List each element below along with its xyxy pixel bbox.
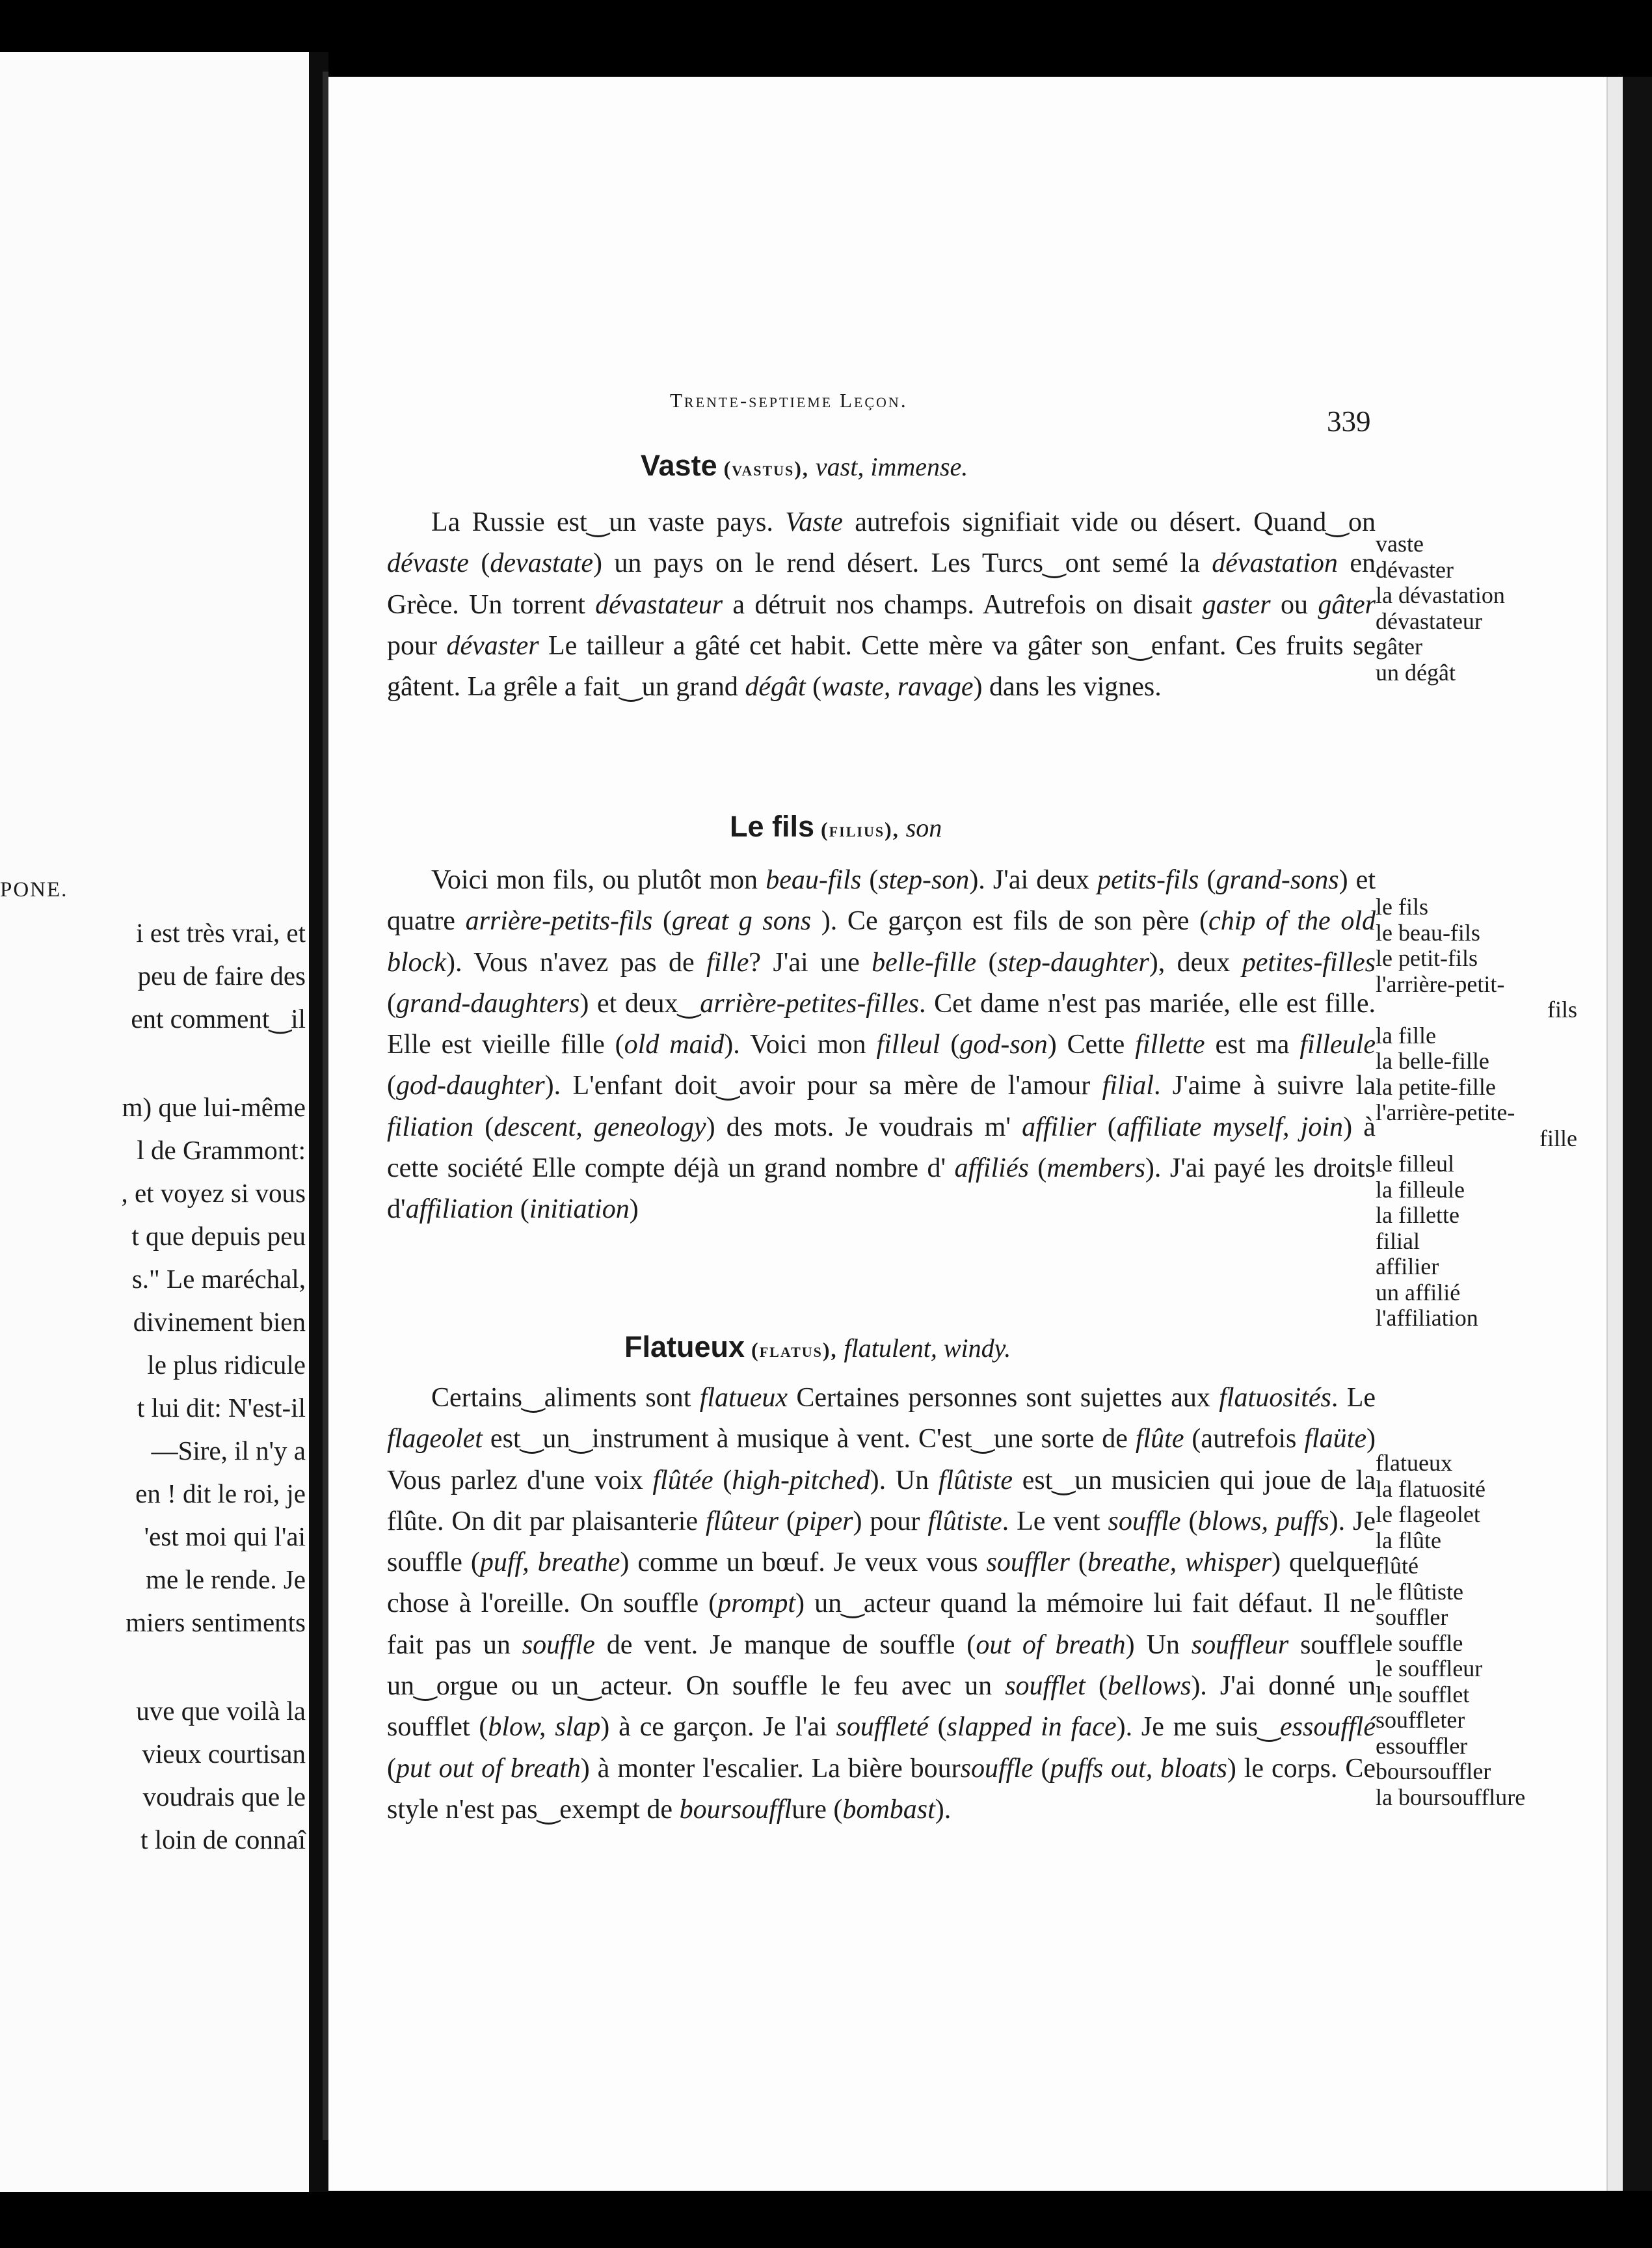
page-shadow — [1623, 77, 1652, 2191]
margin-entry: la petite-fille — [1376, 1073, 1496, 1100]
english-gloss: flatulent, windy. — [844, 1333, 1011, 1363]
left-text-line: peu de faire des — [137, 961, 306, 991]
margin-entry: le flageolet — [1376, 1501, 1480, 1527]
margin-entry: souffleter — [1376, 1707, 1465, 1733]
margin-entry: le souffle — [1376, 1629, 1463, 1656]
latin-root: (flatus), — [751, 1338, 838, 1361]
left-text-line: uve que voilà la — [136, 1696, 306, 1726]
running-head: Trente-septieme Leçon. — [670, 389, 908, 412]
margin-entry: l'arrière-petite- — [1376, 1099, 1515, 1125]
margin-entry: la dévastation — [1376, 582, 1505, 608]
left-text-line: voudrais que le — [142, 1782, 306, 1812]
margin-vocabulary — [1376, 894, 1597, 1331]
left-text-line: l de Grammont: — [137, 1135, 306, 1165]
left-page-heading: PONE. — [0, 878, 68, 902]
left-text-line: en ! dit le roi, je — [135, 1479, 306, 1508]
margin-entry: affilier — [1376, 1253, 1439, 1279]
margin-entry: souffler — [1376, 1604, 1448, 1630]
section-body-paragraph: Voici mon fils, ou plutôt mon beau-fils (step-son). J'ai deux petits-fils (grand-sons) et quatre arrière-petits-fils (great g sons ). Ce garçon est fils de son père (chip of the old block). Vous n'avez pas de fille? J'ai une belle-fille (step-daughter), deux petites-filles (grand-daughters) et deux‿arrière-petites-filles. Cet dame n'est pas mariée, elle est fille. Elle est vieille fille (old maid). Voici mon filleul (god-son) Cette fillette est ma filleule (god-daughter). L'enfant doit‿avoir pour sa mère de l'amour filial. J'aime à suivre la filiation (descent, geneology) des mots. Je voudrais m' affilier (affiliate myself, join) à cette société Elle compte déjà un grand nombre d' affiliés (members). J'ai payé les droits d'affiliation (initiation) — [387, 865, 1376, 1225]
margin-entry: le souffleur — [1376, 1655, 1483, 1681]
left-text-line: t loin de connaî — [140, 1825, 306, 1854]
left-text-line: 'est moi qui l'ai — [144, 1521, 306, 1551]
spine-shadow — [323, 72, 328, 2140]
left-text-line: —Sire, il n'y a — [151, 1436, 306, 1465]
left-page-text — [0, 868, 306, 1861]
margin-entry: le soufflet — [1376, 1681, 1470, 1707]
left-text-line: miers sentiments — [126, 1607, 306, 1637]
margin-entry: vaste — [1376, 531, 1424, 557]
left-text-line: i est très vrai, et — [136, 918, 306, 948]
left-text-line: t que depuis peu — [131, 1221, 306, 1251]
margin-entry: le petit-fils — [1376, 945, 1478, 971]
margin-entry: dévaster — [1376, 556, 1454, 583]
headword: Le fils — [730, 810, 815, 843]
section-heading — [641, 449, 968, 483]
english-gloss: son — [905, 813, 942, 842]
margin-entry: la belle-fille — [1376, 1048, 1489, 1074]
margin-entry: flûté — [1376, 1553, 1419, 1579]
latin-root: (filius), — [821, 818, 899, 841]
margin-entry: un affilié — [1376, 1279, 1461, 1305]
left-text-line: divinement bien — [133, 1307, 306, 1337]
section-body-paragraph: La Russie est‿un vaste pays. Vaste autrefois signifiait vide ou désert. Quand‿on dévaste (devastate) un pays on le rend désert. Les Turcs‿ont semé la dévastation en Grèce. Un torrent dévastateur a détruit nos champs. Autrefois on disait gaster ou gâter pour dévaster Le tailleur a gâté cet habit. Cette mère va gâter son‿enfant. Ces fruits se gâtent. La grêle a fait‿un grand dégât (waste, ravage) dans les vignes. — [387, 507, 1376, 702]
margin-entry: fille — [1539, 1125, 1577, 1151]
margin-vocabulary — [1376, 531, 1597, 686]
left-text-line: vieux courtisan — [142, 1739, 306, 1769]
margin-entry: la filleule — [1376, 1176, 1465, 1203]
margin-entry: filial — [1376, 1227, 1420, 1254]
margin-entry: la boursoufflure — [1376, 1784, 1526, 1810]
left-text-line: le plus ridicule — [147, 1350, 306, 1380]
margin-entry: fils — [1547, 997, 1577, 1023]
margin-entry: le beau-fils — [1376, 919, 1480, 946]
margin-entry: la flatuosité — [1376, 1475, 1485, 1502]
left-text-line: s." Le maréchal, — [131, 1264, 306, 1294]
margin-entry: le fils — [1376, 894, 1428, 920]
margin-entry: essouffler — [1376, 1732, 1468, 1759]
margin-entry: le flûtiste — [1376, 1578, 1463, 1605]
margin-entry: la flûte — [1376, 1527, 1441, 1553]
headword: Vaste — [641, 449, 717, 482]
left-text-line: me le rende. Je — [146, 1564, 306, 1594]
left-text-line: , et voyez si vous — [121, 1178, 306, 1208]
section-body-paragraph: Certains‿aliments sont flatueux Certaines personnes sont sujettes aux flatuosités. Le flageolet est‿un‿instrument à musique à vent. C'est‿une sorte de flûte (autrefois flaüte) Vous parlez d'une voix flûtée (high-pitched). Un flûtiste est‿un musicien qui joue de la flûte. On dit par plaisanterie flûteur (piper) pour flûtiste. Le vent souffle (blows, puffs). Je souffle (puff, breathe) comme un bœuf. Je veux vous souffler (breathe, whisper) quelque chose à l'oreille. On souffle (prompt) un‿acteur quand la mémoire lui fait défaut. Il ne fait pas un souffle de vent. Je manque de souffle (out of breath) Un souffleur souffle un‿orgue ou un‿acteur. On souffle le feu avec un soufflet (bellows). J'ai donné un soufflet (blow, slap) à ce garçon. Je l'ai souffleté (slapped in face). Je me suis‿essoufflé (put out of breath) à monter l'escalier. La bière boursouffle (puffs out, bloats) le corps. Ce style n'est pas‿exempt de boursoufflure (bombast). — [387, 1383, 1376, 1825]
margin-entry: dévastateur — [1376, 608, 1482, 634]
left-text-line: t lui dit: N'est-il — [137, 1393, 306, 1423]
margin-entry: le filleul — [1376, 1151, 1454, 1177]
margin-vocabulary — [1376, 1451, 1597, 1810]
margin-entry: la fillette — [1376, 1202, 1459, 1228]
latin-root: (vastus), — [723, 457, 809, 480]
section-heading — [730, 810, 942, 844]
margin-entry: l'arrière-petit- — [1376, 970, 1505, 997]
margin-entry: boursouffler — [1376, 1758, 1491, 1784]
english-gloss: vast, immense. — [815, 452, 968, 481]
left-text-line: ent comment‿il — [131, 1004, 306, 1034]
headword: Flatueux — [624, 1330, 745, 1363]
section-heading — [624, 1330, 1011, 1364]
margin-entry: un dégât — [1376, 659, 1456, 686]
left-page-fragment — [0, 52, 309, 2192]
margin-entry: la fille — [1376, 1022, 1436, 1049]
margin-entry: flatueux — [1376, 1450, 1452, 1476]
left-text-line: m) que lui-même — [122, 1092, 306, 1122]
page-number: 339 — [1327, 405, 1371, 438]
margin-entry: gâter — [1376, 634, 1422, 660]
margin-entry: l'affiliation — [1376, 1305, 1478, 1331]
